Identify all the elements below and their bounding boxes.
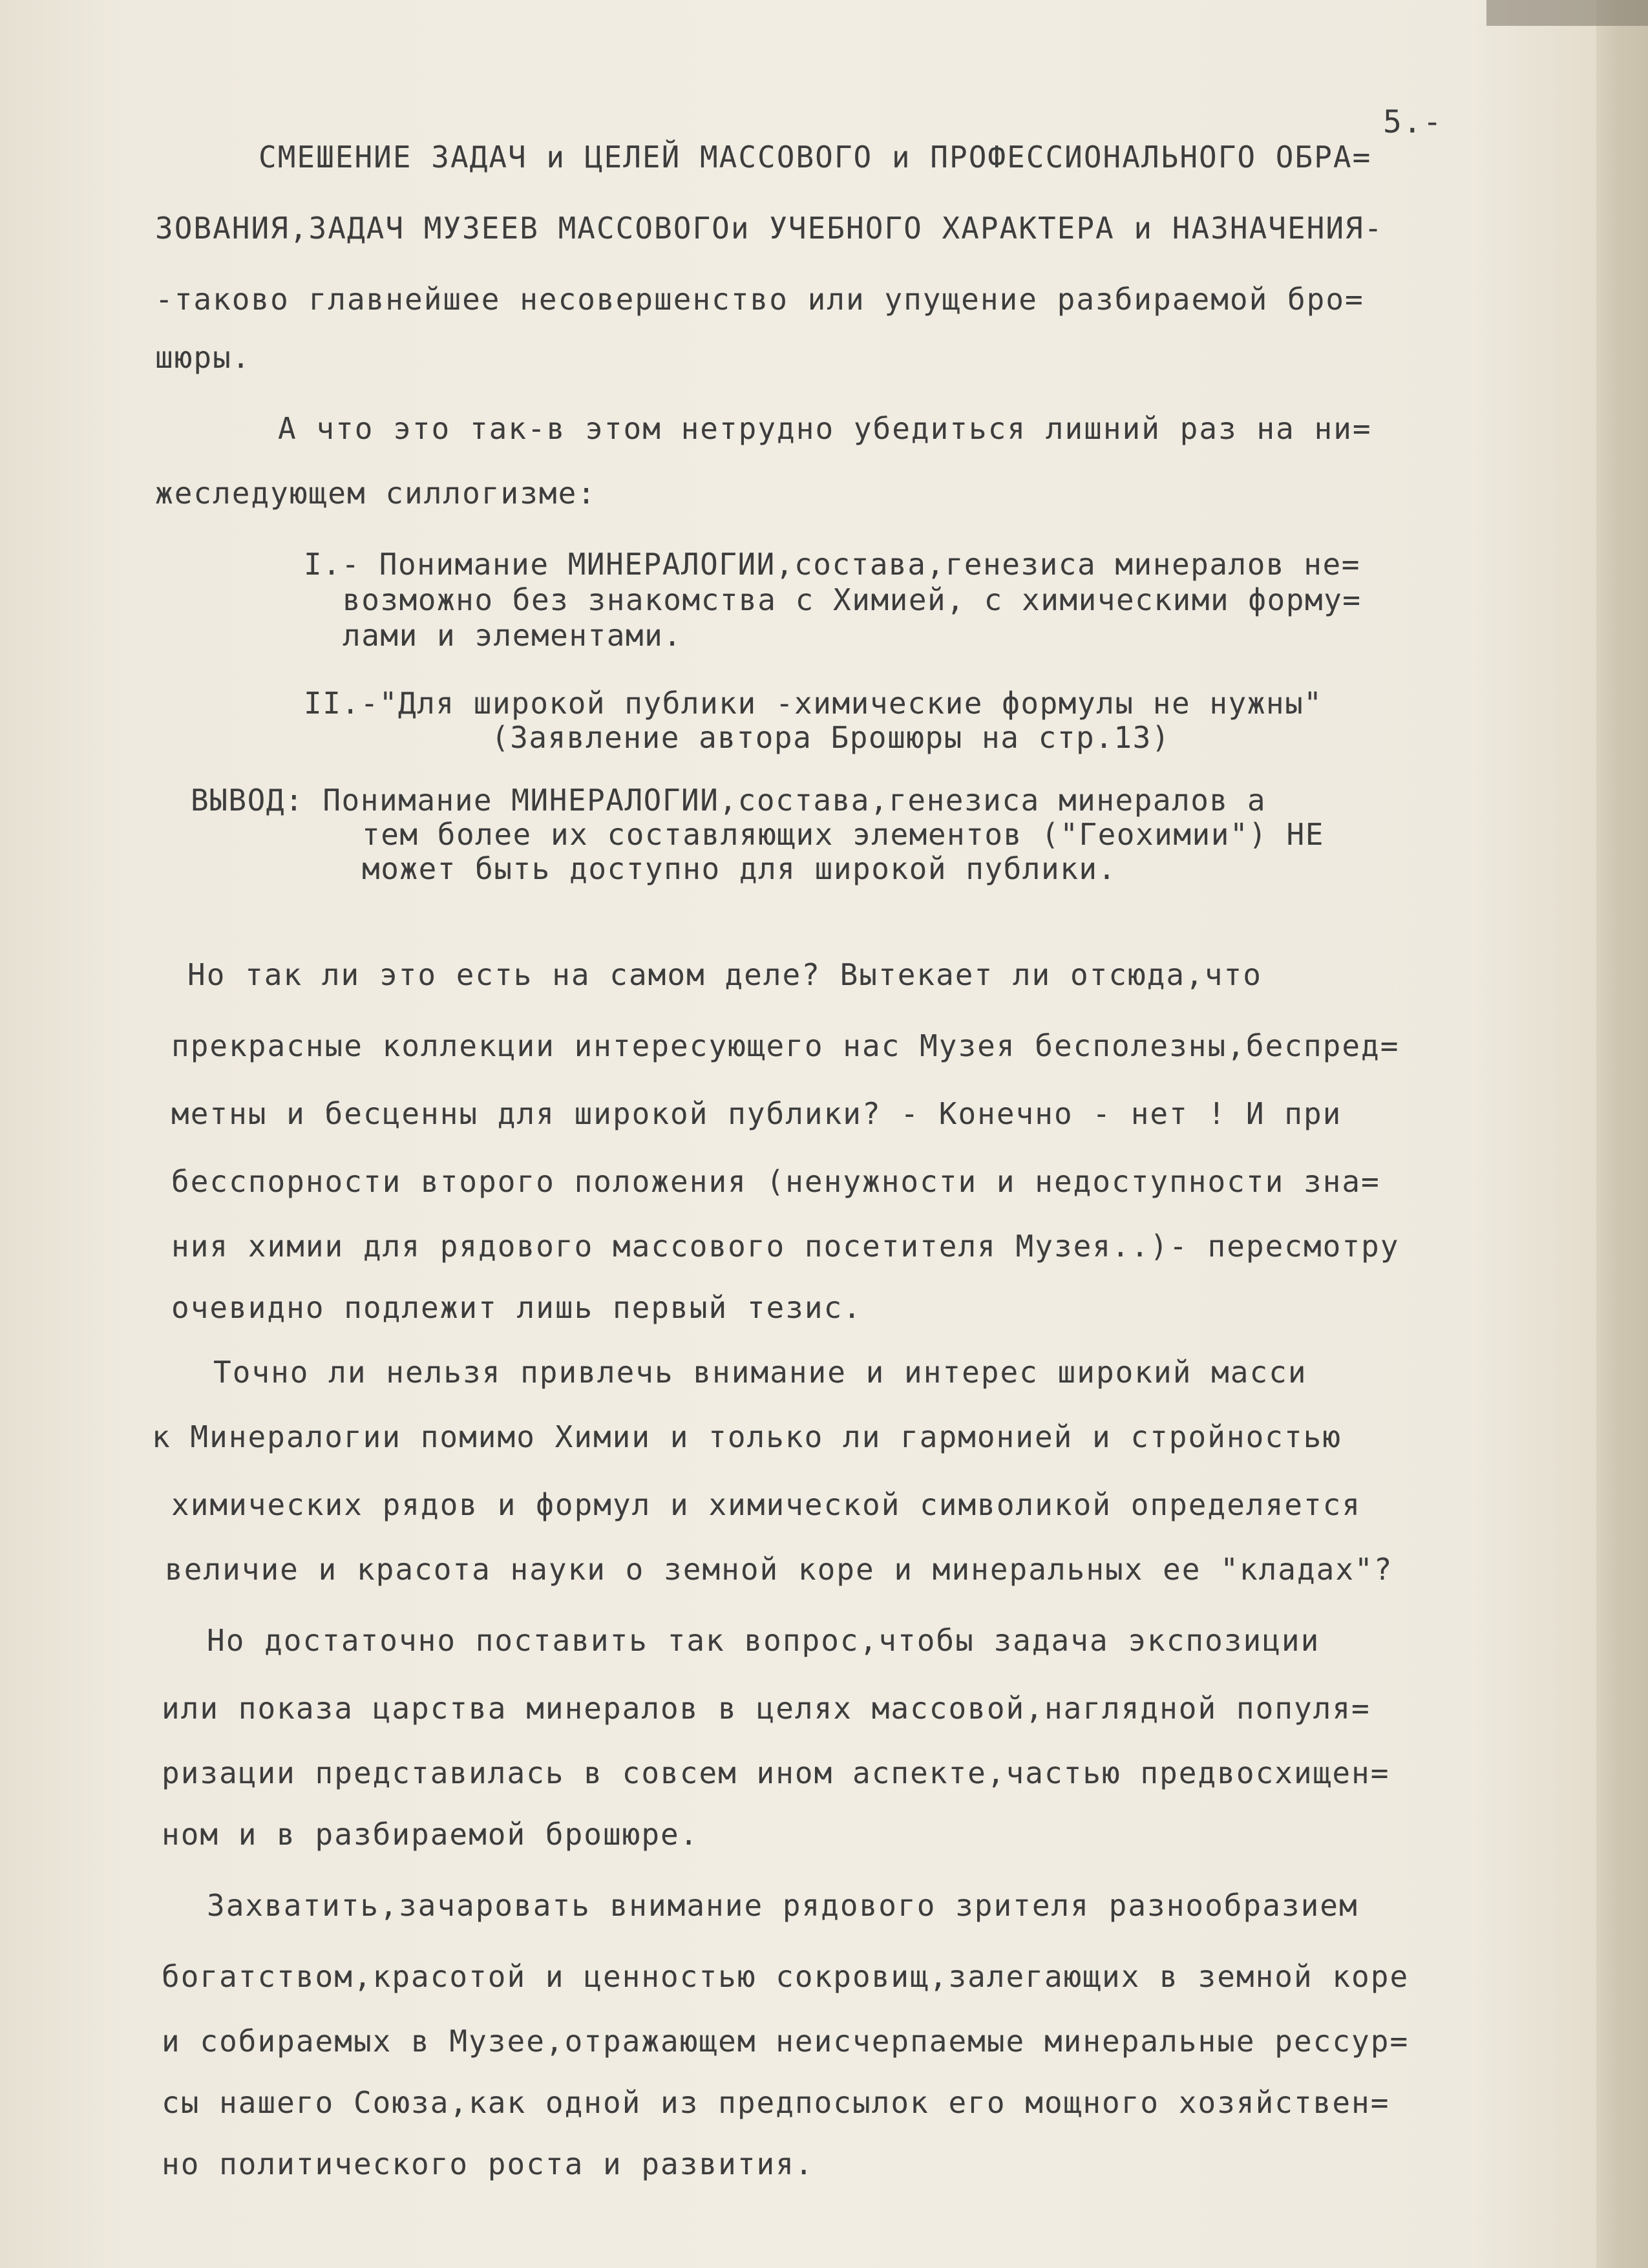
text-line: но политического роста и развития. xyxy=(162,2146,814,2181)
text-line: Но достаточно поставить так вопрос,чтобы задача экспозиции xyxy=(207,1623,1320,1658)
conclusion-line: может быть доступно для широкой публики. xyxy=(362,851,1117,886)
text-line: жеследующем силлогизме: xyxy=(155,476,597,511)
text-line: химических рядов и формул и химической символикой определяется xyxy=(171,1487,1362,1522)
conclusion-line: ВЫВОД: Понимание МИНЕРАЛОГИИ,состава,генезиса минералов а xyxy=(191,783,1267,818)
text-line: Но так ли это есть на самом деле? Вытекает ли отсюда,что xyxy=(187,957,1262,992)
thesis-line: лами и элементами. xyxy=(343,618,682,653)
text-line: ния химии для рядового массового посетителя Музея..)- пересмотру xyxy=(171,1229,1400,1264)
text-line: -таково главнейшее несовершенство или упущение разбираемой бро= xyxy=(155,282,1364,317)
scan-shadow xyxy=(1486,0,1648,26)
text-line: сы нашего Союза,как одной из предпосылок его мощного хозяйствен= xyxy=(162,2085,1390,2120)
thesis-line: (Заявление автора Брошюры на стр.13) xyxy=(491,720,1170,755)
text-line: СМЕШЕНИЕ ЗАДАЧ и ЦЕЛЕЙ МАССОВОГО и ПРОФЕССИОНАЛЬНОГО ОБРА= xyxy=(259,140,1372,175)
conclusion-line: тем более их составляющих элементов ("Геохимии") НЕ xyxy=(362,817,1324,852)
page-edge xyxy=(1596,0,1648,2268)
text-line: к Минералогии помимо Химии и только ли гармонией и стройностью xyxy=(152,1419,1342,1454)
text-line: шюры. xyxy=(155,340,251,375)
text-line: метны и бесценны для широкой публики? - Конечно - нет ! И при xyxy=(171,1096,1342,1131)
text-line: Захватить,зачаровать внимание рядового зрителя разнообразием xyxy=(207,1888,1358,1923)
text-line: бесспорности второго положения (ненужности и недоступности зна= xyxy=(171,1164,1380,1199)
text-line: ризации представилась в совсем ином аспекте,частью предвосхищен= xyxy=(162,1755,1390,1790)
text-line: прекрасные коллекции интересующего нас Музея бесполезны,беспред= xyxy=(171,1028,1400,1063)
text-line: А что это так-в этом нетрудно убедиться лишний раз на ни= xyxy=(278,411,1372,446)
page-number: 5.- xyxy=(1383,104,1443,140)
text-line: ном и в разбираемой брошюре. xyxy=(162,1817,699,1852)
thesis-line: I.- Понимание МИНЕРАЛОГИИ,состава,генезиса минералов не= xyxy=(304,547,1360,582)
text-line: и собираемых в Музее,отражающем неисчерпаемые минеральные рессур= xyxy=(162,2024,1410,2059)
text-line: или показа царства минералов в целях массовой,наглядной популя= xyxy=(162,1691,1371,1726)
text-line: ЗОВАНИЯ,ЗАДАЧ МУЗЕЕВ МАССОВОГОи УЧЕБНОГО ХАРАКТЕРА и НАЗНАЧЕНИЯ- xyxy=(155,211,1384,246)
text-line: Точно ли нельзя привлечь внимание и интерес широкий масси xyxy=(213,1355,1307,1390)
text-line: величие и красота науки о земной коре и минеральных ее "кладах"? xyxy=(165,1552,1393,1587)
text-line: очевидно подлежит лишь первый тезис. xyxy=(171,1290,862,1325)
thesis-line: возможно без знакомства с Химией, с химическими форму= xyxy=(343,582,1362,617)
thesis-line: II.-"Для широкой публики -химические формулы не нужны" xyxy=(304,686,1323,721)
text-line: богатством,красотой и ценностью сокровищ,залегающих в земной коре xyxy=(162,1959,1410,1994)
